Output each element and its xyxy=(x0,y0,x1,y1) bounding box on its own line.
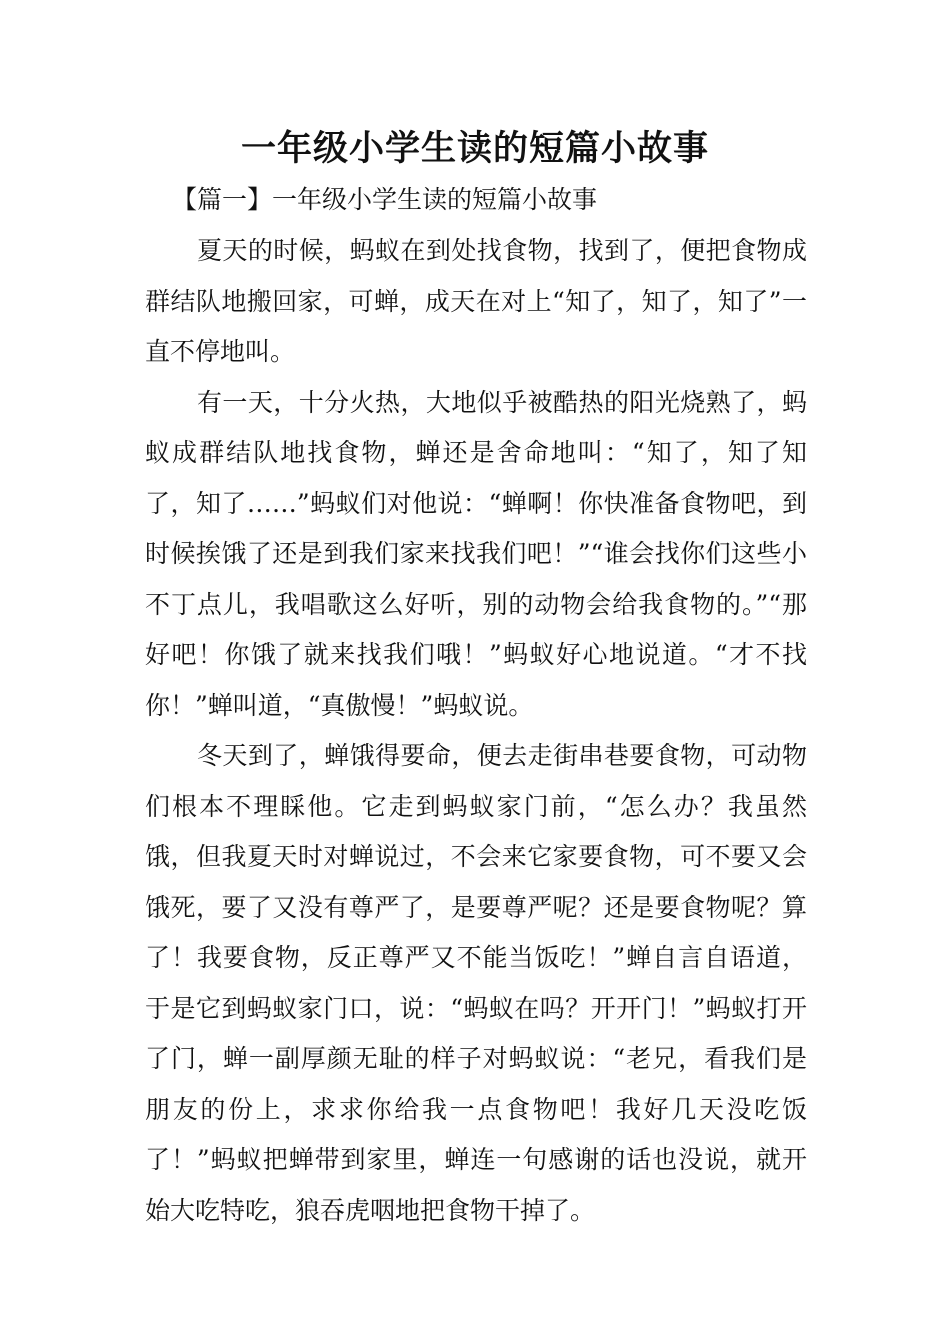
page-title: 一年级小学生读的短篇小故事 xyxy=(240,129,709,169)
story-body xyxy=(145,226,807,1236)
paragraph: 夏天的时候，蚂蚁在到处找食物，找到了，便把食物成群结队地搬回家，可蝉，成天在对上“知了，知了，知了”一直不停地叫。 xyxy=(145,236,807,366)
paragraph: 冬天到了，蝉饿得要命，便去走街串巷要食物，可动物们根本不理睬他。它走到蚂蚁家门前，“怎么办？我虽然饿，但我夏天时对蝉说过，不会来它家要食物，可不要又会饿死，要了又没有尊严了，是要尊严呢？还是要食物呢？算了！我要食物，反正尊严又不能当饭吃！”蝉自言自语道，于是它到蚂蚁家门口，说：“蚂蚁在吗？开开门！”蚂蚁打开了门，蝉一副厚颜无耻的样子对蚂蚁说：“老兄，看我们是朋友的份上，求求你给我一点食物吧！我好几天没吃饭了！”蚂蚁把蝉带到家里，蝉连一句感谢的话也没说，就开始大吃特吃，狼吞虎咽地把食物干掉了。 xyxy=(145,741,807,1225)
paragraph: 有一天，十分火热，大地似乎被酷热的阳光烧熟了，蚂蚁成群结队地找食物，蝉还是舍命地叫：“知了，知了知了，知了……”蚂蚁们对他说：“蝉啊！你快准备食物吧，到时候挨饿了还是到我们家来找我们吧！”“谁会找你们这些小不丁点儿，我唱歌这么好听，别的动物会给我食物的。”“那好吧！你饿了就来找我们哦！”蚂蚁好心地说道。“才不找你！”蝉叫道，“真傲慢！”蚂蚁说。 xyxy=(145,387,807,720)
section-heading: 【篇一】一年级小学生读的短篇小故事 xyxy=(172,185,598,214)
